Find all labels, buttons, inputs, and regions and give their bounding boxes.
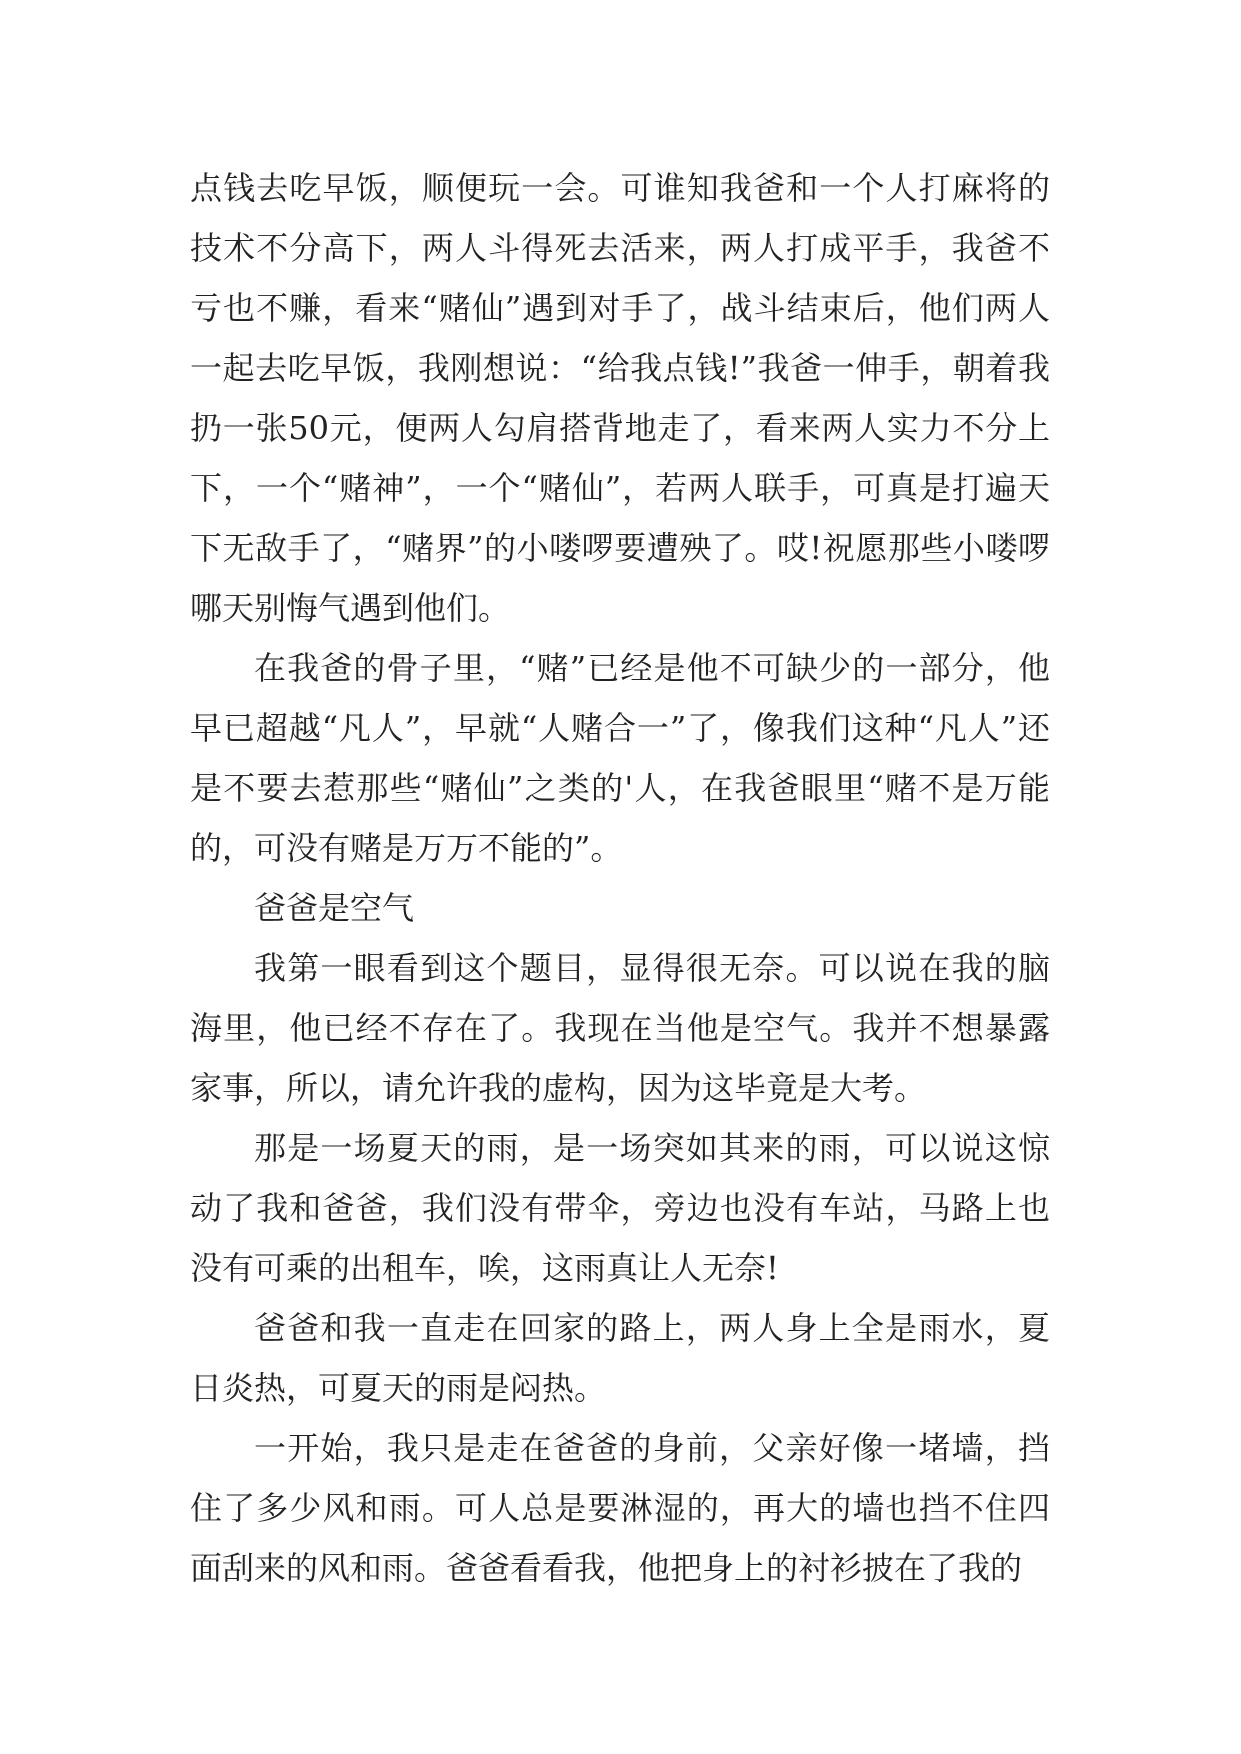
paragraph-6: 一开始，我只是走在爸爸的身前，父亲好像一堵墙，挡住了多少风和雨。可人总是要淋湿的，再大的墙也挡不住四面刮来的风和雨。爸爸看看我，他把身上的衬衫披在了我的 (190, 1429, 1050, 1587)
paragraph-1: 点钱去吃早饭，顺便玩一会。可谁知我爸和一个人打麻将的技术不分高下，两人斗得死去活来，两人打成平手，我爸不亏也不赚，看来“赌仙”遇到对手了，战斗结束后，他们两人一起去吃早饭，我刚想说：“给我点钱!”我爸一伸手，朝着我扔一张50元，便两人勾肩搭背地走了，看来两人实力不分上下，一个“赌神”，一个“赌仙”，若两人联手，可真是打遍天下无敌手了，“赌界”的小喽啰要遭殃了。哎!祝愿那些小喽啰哪天别悔气遇到他们。 (190, 169, 1050, 627)
paragraph-5: 爸爸和我一直走在回家的路上，两人身上全是雨水，夏日炎热，可夏天的雨是闷热。 (190, 1309, 1050, 1407)
paragraph-4: 那是一场夏天的雨，是一场突如其来的雨，可以说这惊动了我和爸爸，我们没有带伞，旁边也没有车站，马路上也没有可乘的出租车，唉，这雨真让人无奈! (190, 1129, 1050, 1287)
document-body (190, 158, 1050, 1598)
paragraph-3: 我第一眼看到这个题目，显得很无奈。可以说在我的脑海里，他已经不存在了。我现在当他是空气。我并不想暴露家事，所以，请允许我的虚构，因为这毕竟是大考。 (190, 949, 1050, 1107)
section-title: 爸爸是空气 (254, 889, 415, 927)
paragraph-2: 在我爸的骨子里，“赌”已经是他不可缺少的一部分，他早已超越“凡人”，早就“人赌合一”了，像我们这种“凡人”还是不要去惹那些“赌仙”之类的'人，在我爸眼里“赌不是万能的，可没有赌是万万不能的”。 (190, 649, 1050, 867)
